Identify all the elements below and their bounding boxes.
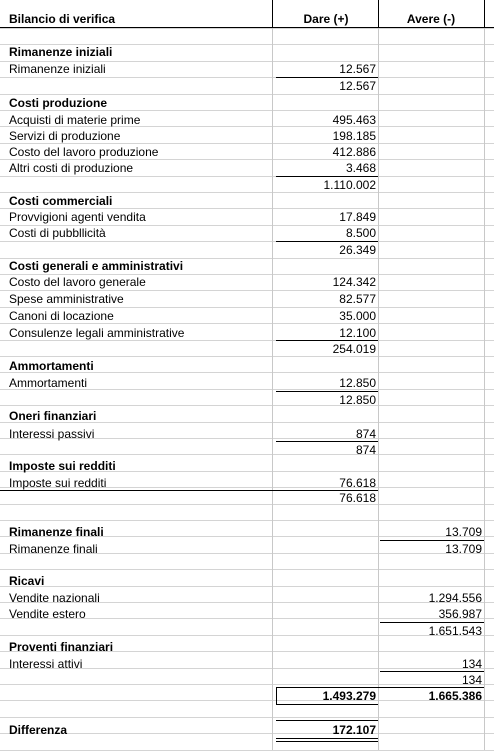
differenza-label[interactable]: Differenza bbox=[9, 723, 68, 737]
row-gridline bbox=[0, 454, 494, 455]
dare-value[interactable]: 12.567 bbox=[339, 62, 376, 76]
section-title[interactable]: Ammortamenti bbox=[9, 359, 94, 373]
dare-subtotal[interactable]: 254.019 bbox=[332, 342, 376, 356]
header-box-right bbox=[484, 0, 485, 28]
dare-value[interactable]: 3.468 bbox=[345, 161, 376, 175]
row-label[interactable]: Interessi passivi bbox=[9, 427, 95, 441]
section-title[interactable]: Costi produzione bbox=[9, 96, 107, 110]
row-gridline bbox=[0, 733, 494, 734]
row-label[interactable]: Imposte sui redditi bbox=[9, 476, 107, 490]
row-label[interactable]: Costo del lavoro produzione bbox=[9, 145, 159, 159]
dare-value[interactable]: 17.849 bbox=[339, 210, 376, 224]
dare-value[interactable]: 8.500 bbox=[345, 226, 376, 240]
avere-value[interactable]: 356.987 bbox=[438, 607, 482, 621]
dare-subtotal[interactable]: 12.850 bbox=[339, 393, 376, 407]
section-title[interactable]: Rimanenze iniziali bbox=[9, 45, 113, 59]
double-underline bbox=[276, 738, 378, 739]
row-label[interactable]: Rimanenze finali bbox=[9, 542, 98, 556]
dare-value[interactable]: 12.100 bbox=[339, 326, 376, 340]
dare-subtotal[interactable]: 1.110.002 bbox=[323, 178, 376, 192]
dare-value[interactable]: 82.577 bbox=[339, 292, 376, 306]
row-label[interactable]: Spese amministrative bbox=[9, 292, 124, 306]
section-title[interactable]: Rimanenze finali bbox=[9, 525, 104, 539]
row-label[interactable]: Costo del lavoro generale bbox=[9, 275, 146, 289]
row-label[interactable]: Rimanenze iniziali bbox=[9, 62, 106, 76]
row-label[interactable]: Altri costi di produzione bbox=[9, 161, 134, 175]
dare-column-header[interactable]: Dare (+) bbox=[303, 12, 349, 26]
row-label[interactable]: Provvigioni agenti vendita bbox=[9, 210, 146, 224]
row-gridline bbox=[0, 28, 494, 29]
row-gridline bbox=[0, 504, 494, 505]
dare-value[interactable]: 35.000 bbox=[339, 309, 376, 323]
section-title[interactable]: Proventi finanziari bbox=[9, 640, 114, 654]
section-title[interactable]: Costi generali e amministrativi bbox=[9, 259, 184, 273]
differenza-box-top bbox=[276, 720, 378, 721]
section-title[interactable]: Costi commerciali bbox=[9, 194, 113, 208]
dare-value[interactable]: 198.185 bbox=[332, 129, 376, 143]
header-underline bbox=[0, 27, 494, 28]
avere-subtotal[interactable]: 134 bbox=[461, 673, 482, 687]
dare-value[interactable]: 124.342 bbox=[332, 275, 376, 289]
section-title[interactable]: Imposte sui redditi bbox=[9, 459, 116, 473]
differenza-value[interactable]: 172.107 bbox=[332, 723, 376, 737]
column-divider bbox=[484, 0, 485, 750]
row-gridline bbox=[0, 356, 494, 357]
column-divider bbox=[272, 0, 273, 750]
row-gridline bbox=[0, 176, 494, 177]
avere-value[interactable]: 13.709 bbox=[445, 525, 482, 539]
totals-box-bottom bbox=[276, 704, 378, 705]
dare-value[interactable]: 874 bbox=[355, 427, 376, 441]
double-underline bbox=[276, 741, 378, 742]
totals-box-left bbox=[276, 687, 277, 705]
dare-value[interactable]: 495.463 bbox=[332, 113, 376, 127]
row-gridline bbox=[0, 586, 494, 587]
avere-subtotal[interactable]: 1.651.543 bbox=[428, 624, 482, 638]
row-gridline bbox=[0, 520, 494, 521]
avere-total[interactable]: 1.665.386 bbox=[428, 689, 482, 703]
avere-column-header[interactable]: Avere (-) bbox=[406, 12, 456, 26]
row-label[interactable]: Vendite nazionali bbox=[9, 591, 100, 605]
dare-subtotal[interactable]: 76.618 bbox=[339, 491, 376, 505]
dare-subtotal[interactable]: 12.567 bbox=[339, 79, 376, 93]
avere-subtotal[interactable]: 13.709 bbox=[445, 542, 482, 556]
row-gridline bbox=[0, 77, 494, 78]
dare-total[interactable]: 1.493.279 bbox=[322, 689, 376, 703]
row-gridline bbox=[0, 405, 494, 406]
dare-subtotal[interactable]: 874 bbox=[355, 443, 376, 457]
row-label[interactable]: Ammortamenti bbox=[9, 376, 88, 390]
dare-value[interactable]: 76.618 bbox=[339, 476, 376, 490]
row-label[interactable]: Consulenze legali amministrative bbox=[9, 326, 185, 340]
row-label[interactable]: Canoni di locazione bbox=[9, 309, 114, 323]
dare-value[interactable]: 12.850 bbox=[339, 376, 376, 390]
row-label[interactable]: Costi di pubbllicità bbox=[9, 226, 106, 240]
row-label[interactable]: Acquisti di materie prime bbox=[9, 113, 141, 127]
row-gridline bbox=[0, 569, 494, 570]
dare-value[interactable]: 412.886 bbox=[332, 145, 376, 159]
row-label[interactable]: Vendite estero bbox=[9, 607, 86, 621]
row-gridline bbox=[0, 241, 494, 242]
section-title[interactable]: Ricavi bbox=[9, 574, 45, 588]
avere-value[interactable]: 1.294.556 bbox=[428, 591, 482, 605]
dare-subtotal[interactable]: 26.349 bbox=[339, 243, 376, 257]
header-box-left bbox=[272, 0, 273, 28]
avere-value[interactable]: 134 bbox=[461, 657, 482, 671]
row-label[interactable]: Servizi di produzione bbox=[9, 129, 121, 143]
row-label[interactable]: Interessi attivi bbox=[9, 657, 83, 671]
header-box-mid bbox=[378, 0, 379, 28]
section-title[interactable]: Oneri finanziari bbox=[9, 409, 97, 423]
row-gridline bbox=[0, 717, 494, 718]
column-divider bbox=[378, 0, 379, 750]
sheet-title[interactable]: Bilancio di verifica bbox=[9, 12, 116, 26]
